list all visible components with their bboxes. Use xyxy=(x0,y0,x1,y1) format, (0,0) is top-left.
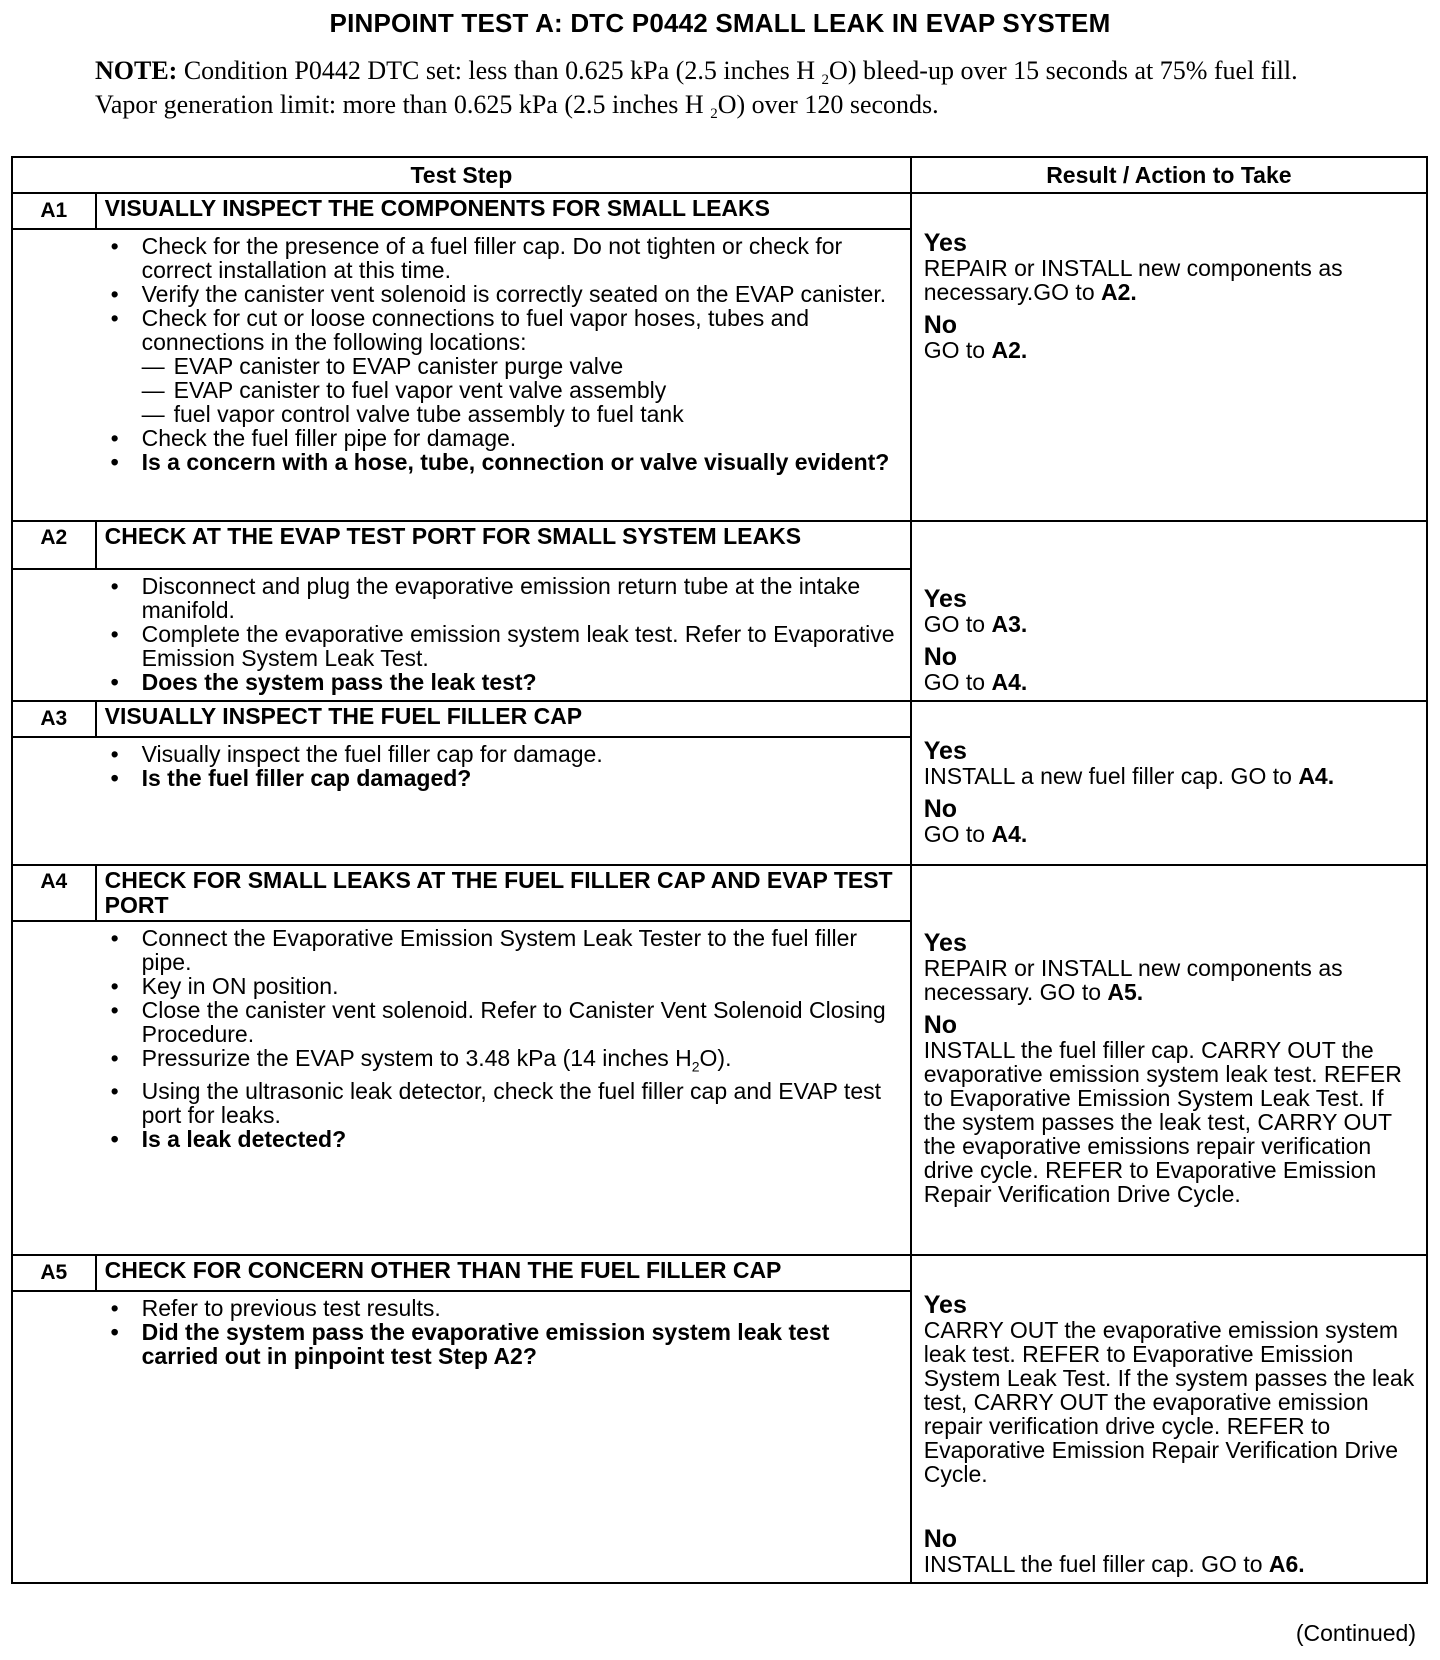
pinpoint-test-table xyxy=(11,156,1428,1584)
yes-action: REPAIR or INSTALL new components as necessary. GO to A5. xyxy=(923,955,1343,1005)
yes-label: Yes xyxy=(923,737,967,765)
list-item: • Refer to previous test results. xyxy=(96,1296,902,1320)
no-action: GO to A2. xyxy=(923,337,1028,363)
note-paragraph xyxy=(95,56,1335,124)
note-subscript-2: 2 xyxy=(710,106,718,122)
step-result xyxy=(911,865,1427,1255)
no-action: GO to A4. xyxy=(923,669,1028,695)
yes-label: Yes xyxy=(923,1291,967,1319)
yes-action: INSTALL a new fuel filler cap. GO to A4. xyxy=(923,763,1335,789)
note-text-3: O) over 120 seconds. xyxy=(717,90,939,119)
list-question: • Is a leak detected? xyxy=(96,1127,902,1151)
note-subscript-1: 2 xyxy=(821,72,830,88)
note-text-1: Condition P0442 DTC set: less than 0.625 kPa (2.5 inches H xyxy=(183,56,822,85)
step-body xyxy=(96,229,911,521)
yes-action: GO to A3. xyxy=(923,611,1028,637)
list-question: • Does the system pass the leak test? xyxy=(96,670,902,694)
no-action: INSTALL the fuel filler cap. CARRY OUT the evaporative emission system leak test. REFER to Evaporative Emission System Leak Test. If the system passes the leak test, CARRY OUT the evaporative emissions repair verification drive cycle. REFER to Evaporative Emission Repair Verification Drive Cycle. xyxy=(923,1037,1402,1207)
yes-action: REPAIR or INSTALL new components as necessary.GO to A2. xyxy=(923,255,1343,305)
step-heading: VISUALLY INSPECT THE COMPONENTS FOR SMALL LEAKS xyxy=(96,193,911,229)
list-subitem: — EVAP canister to EVAP canister purge valve xyxy=(96,354,902,378)
list-item: • Check the fuel filler pipe for damage. xyxy=(96,426,902,450)
step-number: A1 xyxy=(12,193,96,229)
no-label: No xyxy=(923,1525,958,1553)
list-question: • Is the fuel filler cap damaged? xyxy=(96,766,902,790)
step-heading-row xyxy=(12,521,1427,569)
continued-label: (Continued) xyxy=(1295,1620,1416,1646)
step-number: A3 xyxy=(12,701,96,737)
no-label: No xyxy=(923,1011,958,1039)
step-heading-row xyxy=(12,1255,1427,1291)
step-heading-row xyxy=(12,865,1427,921)
yes-action: CARRY OUT the evaporative emission system leak test. REFER to Evaporative Emission System Leak Test. If the system passes the leak test, CARRY OUT the evaporative emission repair verification drive cycle. REFER to Evaporative Emission Repair Verification Drive Cycle. xyxy=(923,1317,1415,1487)
list-item: • Key in ON position. xyxy=(96,974,902,998)
step-body xyxy=(96,921,911,1255)
list-item: • Visually inspect the fuel filler cap for damage. xyxy=(96,742,902,766)
step-body xyxy=(96,1291,911,1583)
list-question: • Is a concern with a hose, tube, connection or valve visually evident? xyxy=(96,450,902,474)
step-result xyxy=(911,1255,1427,1583)
page-title: PINPOINT TEST A: DTC P0442 SMALL LEAK IN EVAP SYSTEM xyxy=(329,8,1111,38)
no-action: GO to A4. xyxy=(923,821,1028,847)
step-result xyxy=(911,193,1427,521)
yes-label: Yes xyxy=(923,929,967,957)
no-label: No xyxy=(923,311,958,339)
list-subitem: — EVAP canister to fuel vapor vent valve assembly xyxy=(96,378,902,402)
no-label: No xyxy=(923,643,958,671)
step-heading: VISUALLY INSPECT THE FUEL FILLER CAP xyxy=(96,701,911,737)
list-item: • Check for cut or loose connections to fuel vapor hoses, tubes and connections in the following locations: xyxy=(96,306,902,354)
list-item: • Complete the evaporative emission system leak test. Refer to Evaporative Emission System Leak Test. xyxy=(96,622,902,670)
list-item: • Pressurize the EVAP system to 3.48 kPa (14 inches $H_2O$). xyxy=(96,1046,902,1079)
yes-label: Yes xyxy=(923,585,967,613)
step-body xyxy=(96,569,911,701)
list-item: • Close the canister vent solenoid. Refer to Canister Vent Solenoid Closing Procedure. xyxy=(96,998,902,1046)
yes-label: Yes xyxy=(923,229,967,257)
table-header-row xyxy=(12,157,1427,193)
step-result xyxy=(911,521,1427,701)
step-heading: CHECK FOR SMALL LEAKS AT THE FUEL FILLER CAP AND EVAP TEST PORT xyxy=(96,865,911,921)
note-text-2: O) bleed-up over 15 seconds at 75% fuel fill. Vapor generation limit: more than 0.625 kPa (2.5 inches H xyxy=(95,56,1298,119)
header-test-step: Test Step xyxy=(12,157,911,193)
list-question: • Did the system pass the evaporative emission system leak test carried out in pinpoint test Step A2? xyxy=(96,1320,902,1368)
step-result xyxy=(911,701,1427,865)
step-number: A2 xyxy=(12,521,96,569)
step-number: A4 xyxy=(12,865,96,921)
no-action: INSTALL the fuel filler cap. GO to A6. xyxy=(923,1551,1305,1577)
list-subitem: — fuel vapor control valve tube assembly to fuel tank xyxy=(96,402,902,426)
list-item: • Check for the presence of a fuel filler cap. Do not tighten or check for correct installation at this time. xyxy=(96,234,902,282)
step-heading: CHECK AT THE EVAP TEST PORT FOR SMALL SYSTEM LEAKS xyxy=(96,521,911,569)
step-body xyxy=(96,737,911,865)
list-item: • Connect the Evaporative Emission System Leak Tester to the fuel filler pipe. xyxy=(96,926,902,974)
note-label: NOTE: xyxy=(95,56,178,85)
step-heading-row xyxy=(12,701,1427,737)
list-item: • Disconnect and plug the evaporative emission return tube at the intake manifold. xyxy=(96,574,902,622)
step-number: A5 xyxy=(12,1255,96,1291)
list-item: • Verify the canister vent solenoid is correctly seated on the EVAP canister. xyxy=(96,282,902,306)
header-result: Result / Action to Take xyxy=(911,157,1427,193)
step-heading-row xyxy=(12,193,1427,229)
list-item: • Using the ultrasonic leak detector, check the fuel filler cap and EVAP test port for leaks. xyxy=(96,1079,902,1127)
no-label: No xyxy=(923,795,958,823)
step-heading: CHECK FOR CONCERN OTHER THAN THE FUEL FILLER CAP xyxy=(96,1255,911,1291)
